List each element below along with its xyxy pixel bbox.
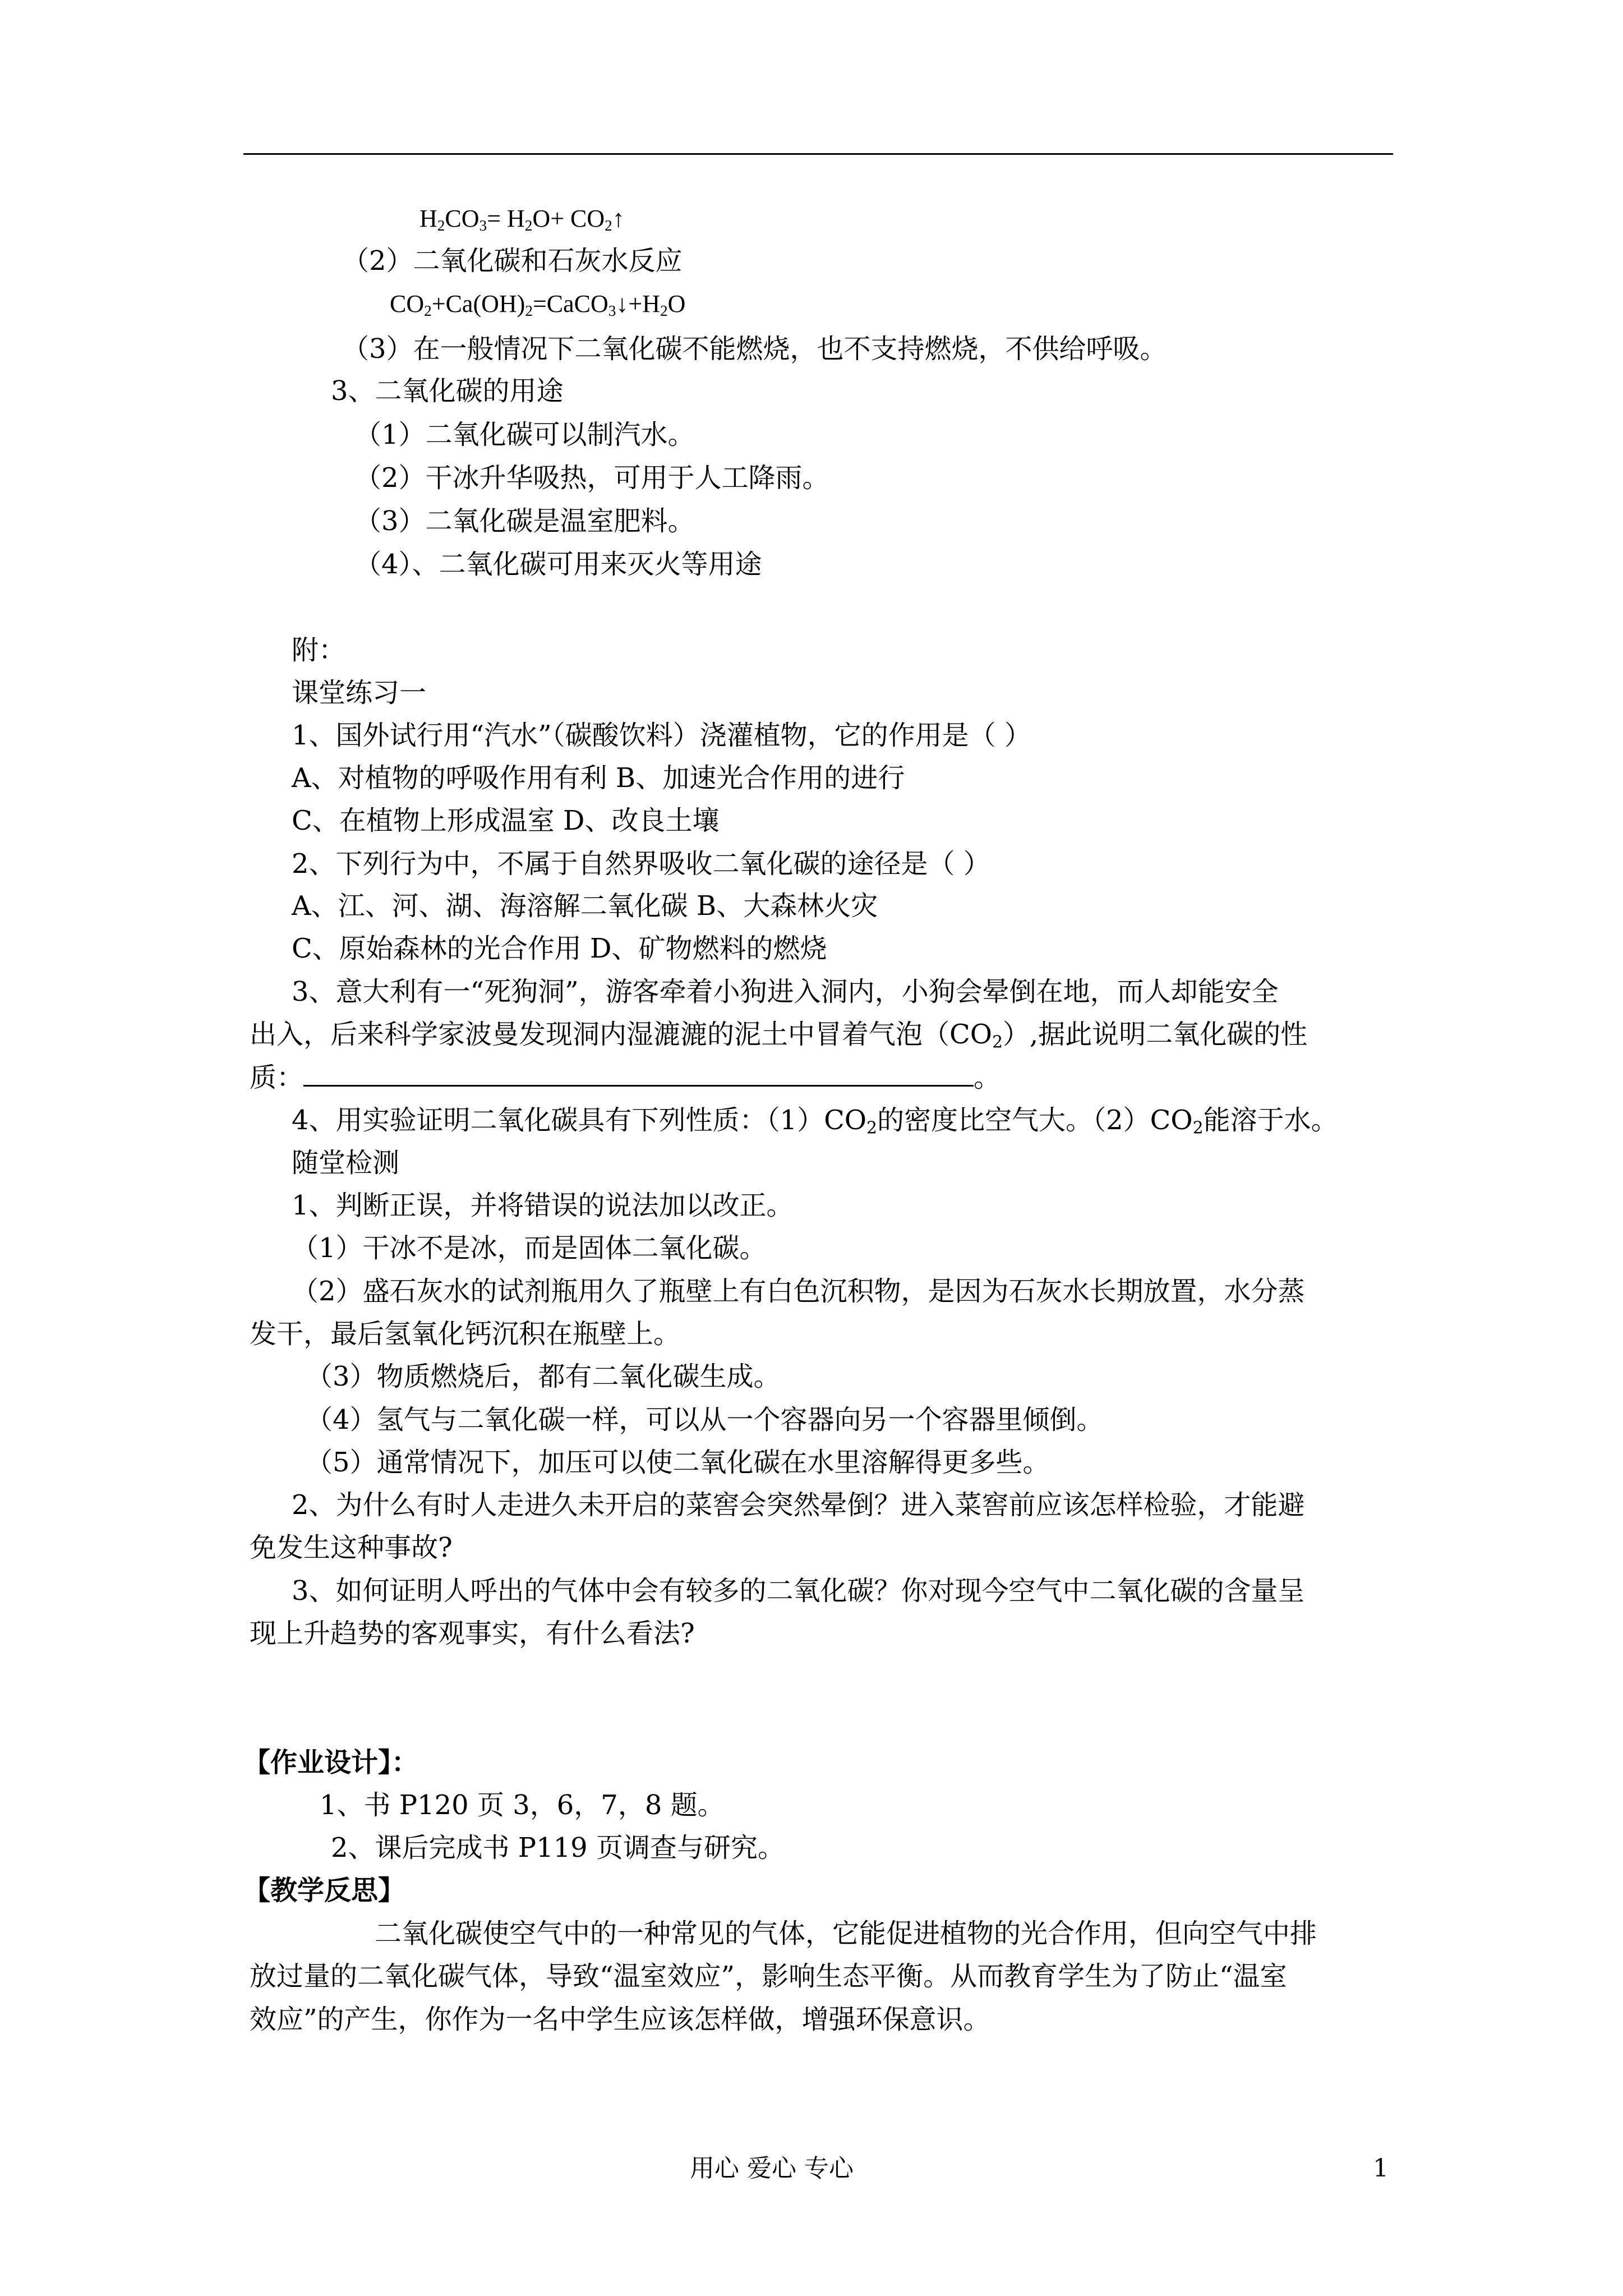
footer-motto: 用心 爱心 专心 [690, 2154, 854, 2183]
practice-heading: 课堂练习一 [292, 677, 427, 708]
use-item-1: （1）二氧化碳可以制汽水。 [354, 419, 695, 450]
homework-heading: 【作业设计】： [243, 1747, 419, 1778]
homework-item-1: 1、书 P120 页 3，6，7，8 题。 [320, 1789, 725, 1821]
reflection-heading: 【教学反思】 [243, 1875, 405, 1906]
appendix-label: 附： [292, 634, 346, 666]
test-1: 1、判断正误，并将错误的说法加以改正。 [292, 1190, 794, 1221]
test-heading: 随堂检测 [292, 1147, 400, 1179]
reflection-line-2: 放过量的二氧化碳气体，导致“温室效应”，影响生态平衡。从而教育学生为了防止“温室 [250, 1961, 1287, 1992]
question-2: 2、下列行为中，不属于自然界吸收二氧化碳的途径是（ ） [292, 848, 990, 880]
question-4: 4、用实验证明二氧化碳具有下列性质：$(1)CO_2$的密度比空气大。$(2)CO_2$能溶于水。 [292, 1105, 1338, 1138]
question-2-options-ab: A、江、河、湖、海溶解二氧化碳 B、大森林火灾 [292, 890, 878, 922]
reflection-line-1: 二氧化碳使空气中的一种常见的气体，它能促进植物的光合作用，但向空气中排 [375, 1918, 1317, 1949]
heading-uses: 3、二氧化碳的用途 [331, 375, 564, 407]
test-3-line-1: 3、如何证明人呼出的气体中会有较多的二氧化碳？你对现今空气中二氧化碳的含量呈 [292, 1575, 1305, 1607]
question-1-options-cd: C、在植物上形成温室 D、改良土壤 [292, 805, 720, 836]
question-1: 1、国外试行用“汽水”（碳酸饮料）浇灌植物，它的作用是（ ） [292, 720, 1031, 751]
item-no-burn: （3）在一般情况下二氧化碳不能燃烧，也不支持燃烧，不供给呼吸。 [342, 333, 1167, 365]
test-3-line-2: 现上升趋势的客观事实，有什么看法? [250, 1618, 695, 1649]
test-1-item-4: （4）氢气与二氧化碳一样，可以从一个容器向另一个容器里倾倒。 [306, 1404, 1104, 1435]
question-1-options-ab: A、对植物的呼吸作用有利 B、加速光合作用的进行 [292, 762, 905, 794]
header-rule [243, 153, 1393, 155]
question-3-line-2: 出入，后来科学家波曼发现洞内湿漉漉的泥土中冒着气泡$(CO_2)$,据此说明二氧化碳的性 [250, 1019, 1308, 1052]
item-co2-limewater: （2）二氧化碳和石灰水反应 [342, 245, 683, 277]
equation-carbonic-acid: $H_2CO_3= H_2O+$ $CO_2↑$ [419, 205, 625, 234]
test-1-item-3: （3）物质燃烧后，都有二氧化碳生成。 [306, 1361, 781, 1392]
question-3-line-3: 质： 。 [250, 1060, 1000, 1094]
equation-limewater: $CO_2+Ca(OH)_2=CaCO_3↓+H_2O$ [390, 290, 686, 319]
question-2-options-cd: C、原始森林的光合作用 D、矿物燃料的燃烧 [292, 933, 827, 964]
homework-item-2: 2、课后完成书 P119 页调查与研究。 [331, 1832, 785, 1864]
test-2-line-1: 2、为什么有时人走进久未开启的菜窖会突然晕倒？进入菜窖前应该怎样检验，才能避 [292, 1489, 1305, 1521]
test-1-item-5: （5）通常情况下，加压可以使二氧化碳在水里溶解得更多些。 [306, 1447, 1050, 1478]
use-item-4: （4）、二氧化碳可用来灭火等用途 [354, 549, 762, 580]
test-1-item-1: （1）干冰不是冰，而是固体二氧化碳。 [292, 1232, 767, 1264]
question-3-line-1: 3、意大利有一“死狗洞”，游客牵着小狗进入洞内，小狗会晕倒在地，而人却能安全 [292, 976, 1279, 1007]
reflection-line-3: 效应”的产生，你作为一名中学生应该怎样做，增强环保意识。 [250, 2004, 990, 2035]
use-item-3: （3）二氧化碳是温室肥料。 [354, 505, 695, 537]
use-item-2: （2）干冰升华吸热，可用于人工降雨。 [354, 462, 829, 494]
page-number: 1 [1373, 2154, 1389, 2183]
test-1-item-2-line-1: （2）盛石灰水的试剂瓶用久了瓶壁上有白色沉积物，是因为石灰水长期放置，水分蒸 [292, 1276, 1305, 1307]
answer-blank[interactable] [303, 1060, 974, 1087]
test-1-item-2-line-2: 发干，最后氢氧化钙沉积在瓶壁上。 [250, 1318, 681, 1350]
test-2-line-2: 免发生这种事故? [250, 1532, 453, 1563]
